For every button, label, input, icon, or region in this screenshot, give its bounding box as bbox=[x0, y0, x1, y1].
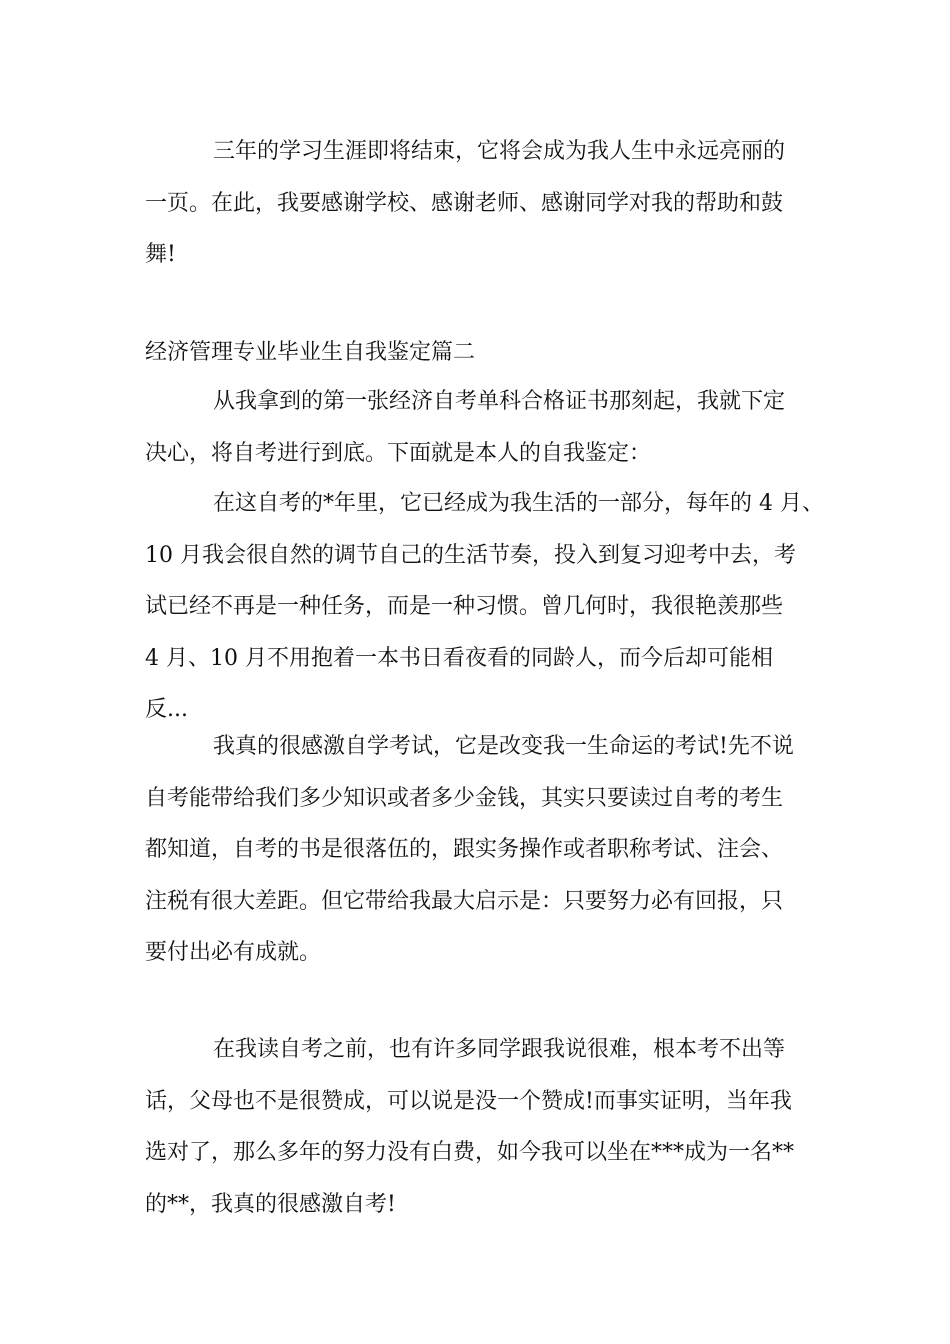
paragraph-5 bbox=[145, 1024, 825, 1230]
text-line: 我真的很感激自学考试，它是改变我一生命运的考试!先不说 bbox=[213, 734, 794, 759]
text-line: 反... bbox=[145, 697, 188, 722]
text-line: 试已经不再是一种任务，而是一种习惯。曾几何时，我很艳羡那些 bbox=[145, 594, 784, 619]
text-line: 都知道，自考的书是很落伍的，跟实务操作或者职称考试、注会、 bbox=[145, 837, 784, 862]
paragraph-3 bbox=[145, 478, 825, 736]
paragraph-4 bbox=[145, 721, 825, 979]
text-line: 舞! bbox=[145, 242, 176, 267]
text-line: 从我拿到的第一张经济自考单科合格证书那刻起，我就下定 bbox=[213, 389, 786, 414]
text-line: 一页。在此，我要感谢学校、感谢老师、感谢同学对我的帮助和鼓 bbox=[145, 190, 784, 216]
text-line: 决心，将自考进行到底。下面就是本人的自我鉴定： bbox=[145, 440, 652, 466]
text-line: 在这自考的*年里，它已经成为我生活的一部分，每年的 4 月、 bbox=[213, 491, 824, 516]
text-line: 要付出必有成就。 bbox=[145, 940, 322, 965]
text-line: 自考能带给我们多少知识或者多少金钱，其实只要读过自考的考生 bbox=[145, 785, 784, 811]
text-line: 三年的学习生涯即将结束，它将会成为我人生中永远亮丽的 bbox=[213, 139, 786, 164]
text-line: 4 月、10 月不用抱着一本书日看夜看的同龄人，而今后却可能相 bbox=[145, 645, 773, 671]
text-line: 在我读自考之前，也有许多同学跟我说很难，根本考不出等 bbox=[213, 1037, 786, 1062]
text-line: 10 月我会很自然的调节自己的生活节奏，投入到复习迎考中去，考 bbox=[145, 542, 796, 568]
text-line: 话，父母也不是很赞成，可以说是没一个赞成!而事实证明，当年我 bbox=[145, 1088, 792, 1114]
section-heading: 经济管理专业毕业生自我鉴定篇二 bbox=[145, 340, 476, 365]
text-line: 的**，我真的很感激自考! bbox=[145, 1191, 396, 1217]
paragraph-2 bbox=[145, 376, 825, 479]
text-line: 注税有很大差距。但它带给我最大启示是：只要努力必有回报，只 bbox=[145, 888, 784, 914]
paragraph-1 bbox=[145, 126, 825, 281]
text-line: 选对了，那么多年的努力没有白费，如今我可以坐在***成为一名** bbox=[145, 1140, 795, 1165]
